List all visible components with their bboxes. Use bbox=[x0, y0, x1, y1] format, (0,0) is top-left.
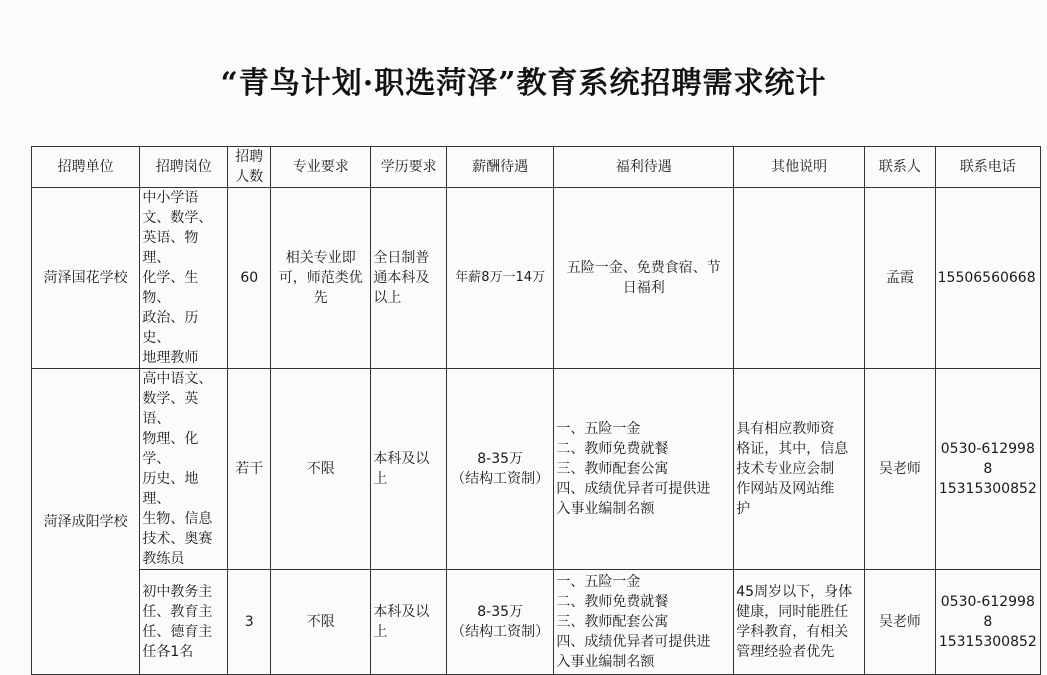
cell-phone: 0530-612998 8 15315300852 bbox=[935, 369, 1040, 570]
header-benefits: 福利待遇 bbox=[554, 147, 734, 188]
cell-major: 相关专业即 可，师范类优 先 bbox=[271, 188, 371, 369]
cell-major: 不限 bbox=[271, 369, 371, 570]
cell-position: 高中语文、 数学、英语、 物理、化学、 历史、地理、 生物、信息 技术、奥赛 教练员 bbox=[140, 369, 228, 570]
cell-other: 具有相应教师资 格证，其中，信息 技术专业应会制 作网站及网站维 护 bbox=[734, 369, 865, 570]
cell-benefits: 五险一金、免费食宿、节 日福利 bbox=[554, 188, 734, 369]
table-row bbox=[32, 188, 1041, 369]
cell-other: 45周岁以下，身体 健康，同时能胜任 学科教育，有相关 管理经验者优先 bbox=[734, 570, 865, 675]
cell-education: 本科及以 上 bbox=[371, 570, 447, 675]
cell-count: 60 bbox=[228, 188, 271, 369]
cell-salary: 8-35万 （结构工资制） bbox=[447, 570, 554, 675]
page-title: “青鸟计划·职选菏泽”教育系统招聘需求统计 bbox=[220, 66, 827, 101]
cell-contact: 吴老师 bbox=[865, 369, 936, 570]
cell-unit: 菏泽成阳学校 bbox=[32, 369, 140, 675]
cell-education: 本科及以 上 bbox=[371, 369, 447, 570]
header-salary: 薪酬待遇 bbox=[447, 147, 554, 188]
table-row bbox=[32, 570, 1041, 675]
table-row bbox=[32, 369, 1041, 570]
recruitment-table bbox=[31, 146, 1041, 675]
header-education: 学历要求 bbox=[371, 147, 447, 188]
header-count: 招聘 人数 bbox=[228, 147, 271, 188]
cell-contact: 吴老师 bbox=[865, 570, 936, 675]
cell-phone: 0530-612998 8 15315300852 bbox=[935, 570, 1040, 675]
cell-other bbox=[734, 188, 865, 369]
cell-salary: 8-35万 （结构工资制） bbox=[447, 369, 554, 570]
header-position: 招聘岗位 bbox=[140, 147, 228, 188]
cell-education: 全日制普 通本科及 以上 bbox=[371, 188, 447, 369]
header-unit: 招聘单位 bbox=[32, 147, 140, 188]
cell-position: 初中教务主 任、教育主 任、德育主 任各1名 bbox=[140, 570, 228, 675]
header-phone: 联系电话 bbox=[935, 147, 1040, 188]
cell-benefits: 一、五险一金 二、教师免费就餐 三、教师配套公寓 四、成绩优异者可提供进 入事业编制名额 bbox=[554, 570, 734, 675]
cell-contact: 孟霞 bbox=[865, 188, 936, 369]
header-major: 专业要求 bbox=[271, 147, 371, 188]
cell-count: 3 bbox=[228, 570, 271, 675]
cell-unit: 菏泽国花学校 bbox=[32, 188, 140, 369]
table-header-row bbox=[32, 147, 1041, 188]
header-contact: 联系人 bbox=[865, 147, 936, 188]
header-other: 其他说明 bbox=[734, 147, 865, 188]
cell-major: 不限 bbox=[271, 570, 371, 675]
cell-position: 中小学语 文、数学、 英语、物理、 化学、生物、 政治、历史、 地理教师 bbox=[140, 188, 228, 369]
cell-count: 若干 bbox=[228, 369, 271, 570]
cell-benefits: 一、五险一金 二、教师免费就餐 三、教师配套公寓 四、成绩优异者可提供进 入事业编制名额 bbox=[554, 369, 734, 570]
cell-salary: 年薪8万一14万 bbox=[447, 188, 554, 369]
cell-phone: 15506560668 bbox=[935, 188, 1040, 369]
